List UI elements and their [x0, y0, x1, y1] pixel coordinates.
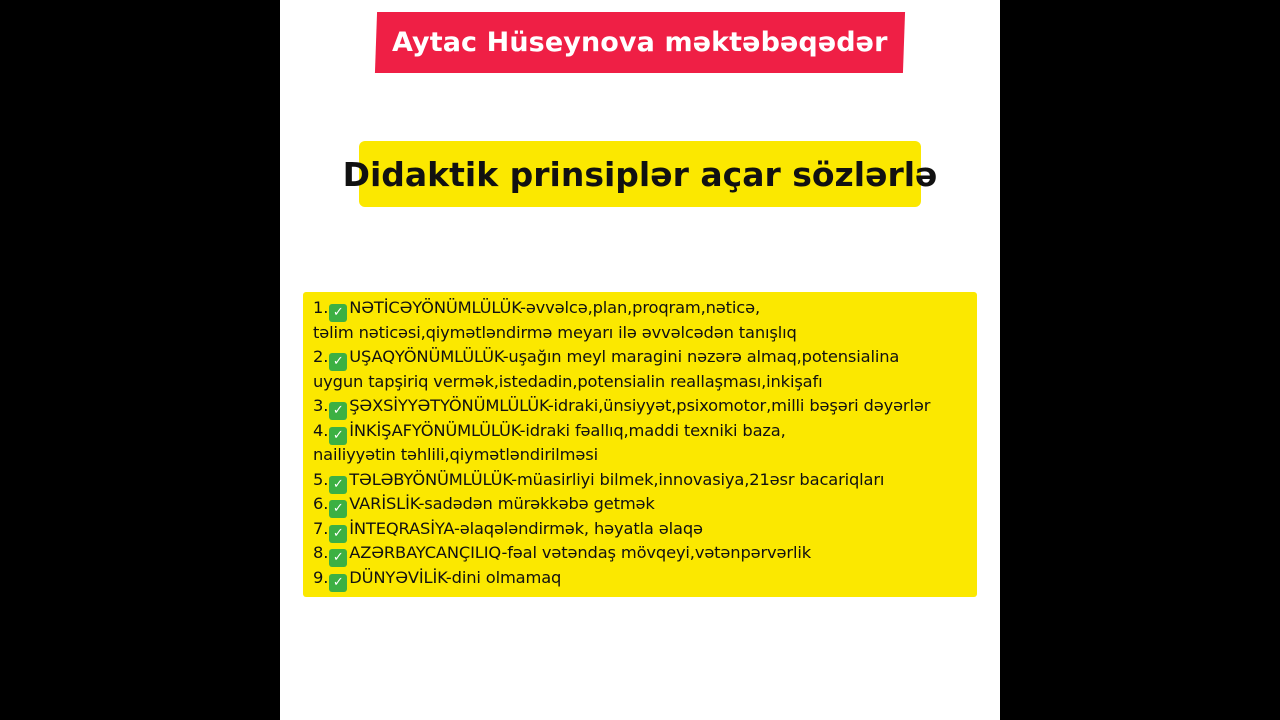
item-number: 4. [313, 420, 329, 440]
item-term: VARİSLİK [349, 494, 419, 513]
item-number: 8. [313, 543, 329, 562]
list-item [313, 517, 977, 542]
item-term: NƏTİCƏYÖNÜMLÜLÜK [349, 298, 521, 317]
list-item [313, 419, 977, 444]
item-term: İNKİŞAFYÖNÜMLÜLÜK [349, 420, 520, 440]
item-number: 5. [313, 469, 329, 489]
list-item [313, 566, 977, 591]
check-mark-icon: ✓ [329, 574, 347, 592]
check-mark-icon: ✓ [329, 353, 347, 371]
list-item-continuation: təlim nəticəsi,qiymətləndirmə meyarı ilə əvvəlcədən tanışlıq [313, 322, 797, 342]
item-term: DÜNYƏVİLİK [349, 567, 446, 587]
item-number: 2. [313, 347, 329, 366]
author-banner [375, 12, 905, 73]
title-box [342, 141, 938, 207]
item-description: -sadədən mürəkkəbə getmək [418, 494, 655, 513]
item-number: 3. [313, 396, 329, 415]
item-term: UŞAQYÖNÜMLÜLÜK [349, 347, 503, 366]
item-number: 9. [313, 567, 329, 587]
item-description: -müasirliyi bilmek,innovasiya,21əsr bacariqları [511, 469, 885, 489]
check-mark-icon: ✓ [329, 427, 347, 445]
list-item [313, 394, 977, 419]
item-description: -idraki,ünsiyyət,psixomotor,milli bəşəri dəyərlər [547, 396, 931, 415]
list-item [313, 541, 977, 566]
check-mark-icon: ✓ [329, 476, 347, 494]
item-term: ŞƏXSİYYƏTYÖNÜMLÜLÜK [349, 396, 548, 415]
list-item [313, 468, 977, 493]
list-item-continuation: uygun tapşiriq vermək,istedadin,potensialin reallaşması,inkişafı [313, 371, 823, 391]
item-number: 7. [313, 518, 329, 538]
check-mark-icon: ✓ [329, 549, 347, 567]
item-term: TƏLƏBYÖNÜMLÜLÜK [349, 469, 512, 489]
check-mark-icon: ✓ [329, 402, 347, 420]
list-item [313, 492, 977, 517]
item-description: -uşağın meyl maragini nəzərə almaq,potensialina [502, 347, 900, 366]
author-name: Aytac Hüseynova məktəbəqədər [392, 27, 888, 58]
item-description: -dini olmamaq [445, 567, 562, 587]
item-term: AZƏRBAYCANÇILIQ [349, 543, 502, 562]
check-mark-icon: ✓ [329, 304, 347, 322]
item-description: -əlaqələndirmək, həyatla əlaqə [454, 518, 703, 538]
item-number: 6. [313, 494, 329, 513]
list-item [313, 296, 977, 321]
item-description: -fəal vətəndaş mövqeyi,vətənpərvərlik [501, 543, 811, 562]
check-mark-icon: ✓ [329, 500, 347, 518]
principles-list [303, 292, 977, 597]
item-description: -idraki fəallıq,maddi texniki baza, [519, 420, 786, 440]
list-item-continuation: nailiyyətin təhlili,qiymətləndirilməsi [313, 445, 598, 464]
item-number: 1. [313, 298, 329, 317]
list-item [313, 345, 977, 370]
item-description: -əvvəlcə,plan,proqram,nəticə, [520, 298, 760, 317]
page-title: Didaktik prinsiplər açar sözlərlə [342, 154, 938, 194]
item-term: İNTEQRASİYA [349, 518, 454, 538]
check-mark-icon: ✓ [329, 525, 347, 543]
